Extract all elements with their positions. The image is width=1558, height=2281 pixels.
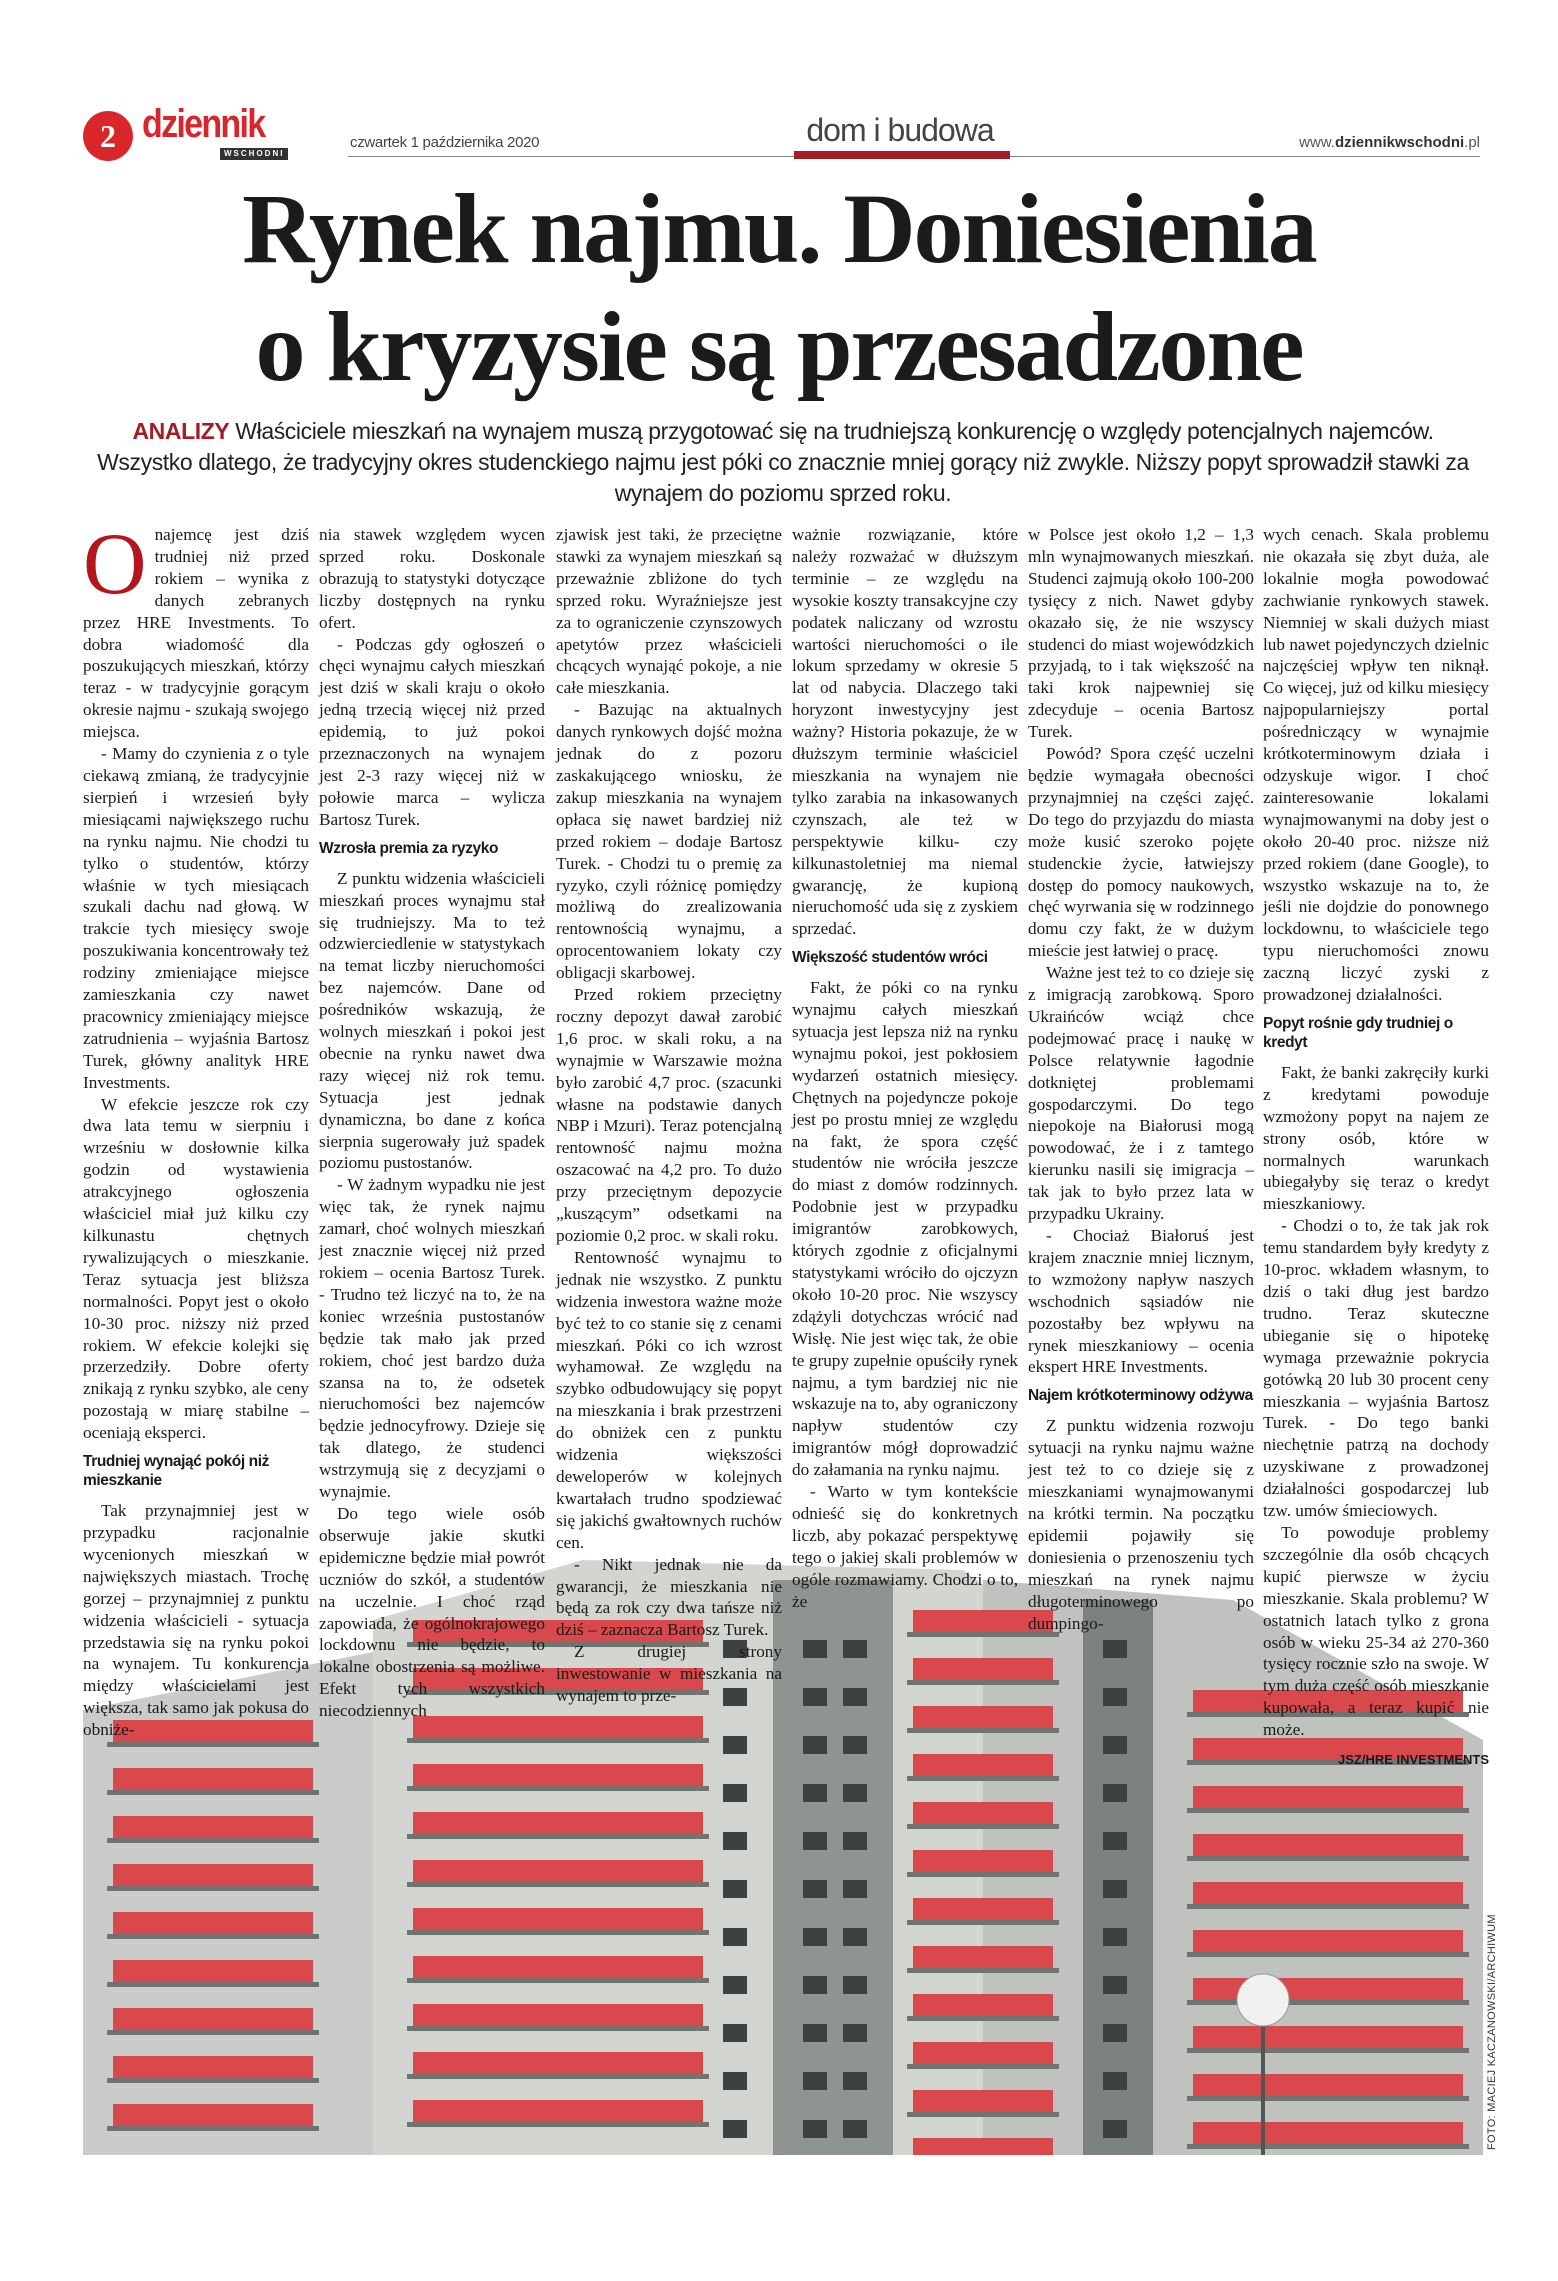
balcony-slab (107, 1886, 319, 1891)
subheading: Większość studentów wróci (792, 949, 988, 967)
window (723, 1832, 747, 1850)
logo-main: dziennik (142, 102, 265, 146)
paragraph: - Chodzi o to, że tak jak rok temu standardem były kredyty z 10-proc. wkładem własnym, to dziś o taki dług jest bardzo trudno. Teraz skuteczne ubieganie się o hipotekę wymaga przeważnie pokrycia gotówką 20 lub 30 procent ceny mieszkania – wyjaśnia Bartosz Turek. - Do tego banki niechętnie patrzą na dochody uzyskiwane z prowadzonej działalności gospodarczej lub tzw. umów śmieciowych. (1263, 1216, 1489, 1521)
red-balcony-panel (1193, 1786, 1463, 1808)
paragraph: Przed rokiem przeciętny roczny depozyt dawał zarobić 1,6 proc. w skali roku, a na wynajmie w Warszawie można było zarobić 4,7 proc. (szacunki własne na podstawie danych NBP i Mzuri). Teraz potencjalną rentowność najmu można oszacować na 4,2 pro. To dużo przy przeciętnym depozycie „kuszącym” odsetkami na poziomie 0,2 proc. w skali roku. (556, 985, 782, 1245)
paragraph: To powoduje problemy szczególnie dla osób chcących kupić pierwsze w życiu mieszkanie. Skala problemu? W ostatnich latach tylko z grona osób w wieku 25-34 aż 270-360 tysięcy rocznie szło na swoje. W tym duża część osób mieszkanie kupowała, a teraz kupić nie może. (1263, 1522, 1489, 1740)
paragraph: Rentowność wynajmu to jednak nie wszystko. Z punktu widzenia inwestora ważne może być też to co stanie się z cenami mieszkań. Póki co ich wzrost wyhamował. Ze względu na szybko odbudowujący się popyt na mieszkania i brak przestrzeni do obniżek cen z punktu widzenia większości deweloperów w kolejnych kwartałach trudno spodziewać się jakichś gwałtownych ruchów cen. (556, 1247, 782, 1552)
red-balcony-panel (1193, 2026, 1463, 2048)
window (843, 1640, 867, 1658)
window (723, 1928, 747, 1946)
window (843, 1688, 867, 1706)
subheading: Wzrosła premia za ryzyko (319, 839, 499, 857)
red-balcony-panel (113, 2008, 313, 2030)
red-balcony-panel (413, 2004, 703, 2026)
article-column-1 (83, 516, 309, 1741)
window (843, 2072, 867, 2090)
paragraph: Ważne jest też to co dzieje się z imigracją zarobkową. Sporo Ukraińców wciąż chce podejmować pracę i naukę w Polsce relatywnie łagodnie dotkniętej problemami gospodarczymi. Do tego niepokoje na Białorusi mogą powodować, że i z tamtego kierunku nasili się imigracja – tak jak to było przez lata w przypadku Ukrainy. (1028, 963, 1254, 1224)
window (803, 2072, 827, 2090)
red-balcony-panel (1193, 1882, 1463, 1904)
balcony-slab (107, 1982, 319, 1987)
window (723, 1736, 747, 1754)
red-balcony-panel (1193, 1834, 1463, 1856)
paragraph: Z punktu widzenia rozwoju sytuacji na rynku najmu ważne jest też to co dzieje się z mieszkaniami wynajmowanymi na krótki termin. Na początku epidemii pojawiły się doniesienia o przenoszeniu tych mieszkań na rynek najmu długoterminowego po dumpingo- (1028, 1416, 1254, 1633)
balcony-slab (907, 1920, 1059, 1925)
article-column-3 (556, 524, 782, 1707)
article-column-2 (319, 524, 545, 1722)
red-balcony-panel (1193, 2122, 1463, 2144)
red-balcony-panel (413, 1764, 703, 1786)
balcony-slab (107, 1742, 319, 1747)
balcony-slab (407, 2074, 709, 2079)
red-balcony-panel (413, 2100, 703, 2122)
paragraph: - W żadnym wypadku nie jest więc tak, że rynek najmu zamarł, choć wolnych mieszkań jest znacznie więcej niż przed rokiem – ocenia Bartosz Turek. - Trudno też liczyć na to, że na koniec września pustostanów będzie tak mało jak przed rokiem, choć jest bardzo duża szansa na to, że odsetek nieruchomości bez najemców będzie jednocyfrowy. Dzieje się tak dlatego, że studenci wstrzymują się z decyzjami o wynajmie. (319, 1175, 545, 1502)
red-balcony-panel (413, 1956, 703, 1978)
balcony-slab (1187, 2096, 1469, 2101)
balcony-slab (107, 1790, 319, 1795)
paragraph: - Mamy do czynienia z o tyle ciekawą zmianą, że tradycyjnie sierpień i wrzesień były miesiącami największego ruchu na rynku najmu. Nie chodzi tu tylko o studentów, którzy właśnie w tych miesiącach szukali dachu nad głową. W trakcie tych miesięcy swoje poszukiwania koncentrowały też rodziny zmieniające miejsce zamieszkania czy nawet pracownicy zmieniający miejsce zatrudnienia – wyjaśnia Bartosz Turek, główny analityk HRE Investments. (83, 744, 309, 1092)
photo-credit: FOTO: MACIEJ KACZANOWSKI/ARCHIWUM (1486, 1914, 1498, 2150)
red-balcony-panel (913, 1994, 1053, 2016)
red-balcony-panel (913, 2090, 1053, 2112)
balcony-slab (907, 2112, 1059, 2117)
article-column-5 (1028, 524, 1254, 1634)
balcony-slab (107, 1934, 319, 1939)
paragraph: - Warto w tym kontekście odnieść się do konkretnych liczb, aby pokazać perspektywę tego o jakiej skali problemów w ogóle rozmawiamy. Chodzi o to, że (792, 1482, 1018, 1611)
paragraph: Do tego wiele osób obserwuje jakie skutki epidemiczne będzie miał powrót uczniów do szkół, a studentów na uczelnie. I choć rząd zapowiada, że ogólnokrajowego lockdownu nie będzie, to lokalne obostrzenia są możliwe. Efekt tych wszystkich niecodziennych (319, 1503, 545, 1721)
url-domain: dziennikwschodni (1334, 134, 1465, 151)
paragraph: Z drugiej strony inwestowanie w mieszkania na wynajem to prze- (556, 1642, 782, 1706)
page-number: 2 (83, 111, 133, 161)
balcony-slab (1187, 2000, 1469, 2005)
window (803, 1976, 827, 1994)
kicker: ANALIZY (132, 418, 230, 444)
red-balcony-panel (413, 1860, 703, 1882)
paragraph: Powód? Spora część uczelni będzie wymagała obecności przynajmniej na części zajęć. Do tego do przyjazdu do miasta może kusić szeroko pojęte studenckie życie, łatwiejszy dostęp do pomocy naukowych, chęć wyrwania się w rodzinnego domu czy fakt, że w dużym mieście jest łatwiej o pracę. (1028, 744, 1254, 961)
window (723, 1976, 747, 1994)
article-column-4 (792, 524, 1018, 1613)
window (843, 2120, 867, 2138)
article-column-6 (1263, 524, 1489, 1768)
window (843, 1784, 867, 1802)
balcony-slab (407, 1834, 709, 1839)
red-balcony-panel (113, 1960, 313, 1982)
window (1103, 1784, 1127, 1802)
author-signature: JSZ/HRE INVESTMENTS (1338, 1752, 1489, 1768)
balcony-slab (407, 1978, 709, 1983)
lead-text: Właściciele mieszkań na wynajem muszą przygotować się na trudniejszą konkurencję o względy potencjalnych najemców. Wszystko dlatego, że tradycyjny okres studenckiego najmu jest póki co znacznie mniej gorący niż zwykle. Niższy popyt sprowadził stawki za wynajem do poziomu sprzed roku. (97, 418, 1469, 506)
red-balcony-panel (413, 1908, 703, 1930)
balcony-slab (1187, 2144, 1469, 2149)
paragraph: nia stawek względem wycen sprzed roku. Doskonale obrazują to statystyki dotyczące liczby dostępnych na rynku ofert. (319, 525, 545, 632)
balcony-slab (407, 1882, 709, 1887)
balcony-slab (1187, 1856, 1469, 1861)
red-balcony-panel (913, 1658, 1053, 1680)
balcony-slab (907, 1776, 1059, 1781)
issue-date: czwartek 1 października 2020 (350, 134, 540, 151)
balcony-slab (907, 1824, 1059, 1829)
building-shaft (773, 1580, 893, 2155)
paragraph: - Bazując na aktualnych danych rynkowych dojść można jednak do z pozoru zaskakującego wniosku, że zakup mieszkania na wynajem opłaca się nawet bardziej niż przed rokiem – dodaje Bartosz Turek. - Chodzi tu o premię za ryzyko, czyli różnicę pomiędzy możliwą do zrealizowania rentownością wynajmu, a oprocentowaniem lokaty czy obligacji skarbowej. (556, 700, 782, 983)
balcony-slab (407, 1930, 709, 1935)
window (803, 1688, 827, 1706)
balcony-slab (407, 2122, 709, 2127)
balcony-slab (907, 1872, 1059, 1877)
window (1103, 1688, 1127, 1706)
red-balcony-panel (113, 1816, 313, 1838)
balcony-slab (107, 2030, 319, 2035)
red-balcony-panel (1193, 1930, 1463, 1952)
paragraph: w Polsce jest około 1,2 – 1,3 mln wynajmowanych mieszkań. Studenci zajmują około 100-200 tysięcy z nich. Nawet gdyby okazało się, że nie wszyscy studenci do miast wojewódzkich przyjadą, to i tak większość na taki krok najpewniej się zdecyduje – ocenia Bartosz Turek. (1028, 525, 1254, 742)
paragraph: Fakt, że póki co na rynku wynajmu całych mieszkań sytuacja jest lepsza niż na rynku wynajmu pokoi, jest pokłosiem wydarzeń ostatnich miesięcy. Chętnych na pojedyncze pokoje jest po prostu mniej ze względu na fakt, że spora część studentów nie wróciła jeszcze do miast z domów rodzinnych. Podobnie jest w przypadku imigrantów zarobkowych, których zgodnie z oficjalnymi statystykami wróciło do ojczyzn około 10-20 proc. Nie wszyscy zdążyli dotychczas wrócić nad Wisłę. Nie jest więc tak, że obie te grupy zupełnie opuściły rynek najmu, a tym bardziej nic nie wskazuje na to, aby ograniczony napływ studentów czy imigrantów mógł doprowadzić do załamania na rynku najmu. (792, 978, 1018, 1480)
balcony-slab (907, 2016, 1059, 2021)
paragraph: Fakt, że banki zakręciły kurki z kredytami powoduje wzmożony popyt na najem ze strony osób, które w normalnych warunkach ubiegałyby się teraz o kredyt mieszkaniowy. (1263, 1062, 1489, 1214)
paragraph: Z punktu widzenia właścicieli mieszkań proces wynajmu stał się trudniejszy. Ma to też odzwierciedlenie w statystykach na temat liczby nieruchomości bez najemców. Dane od pośredników wskazują, że wolnych mieszkań i pokoi jest obecnie na rynku nawet dwa razy więcej niż rok temu. Sytuacja jest jednak dynamiczna, bo dane z końca sierpnia sugerowały już spadek poziomu pustostanów. (319, 868, 545, 1173)
window (1103, 2024, 1127, 2042)
balcony-slab (907, 2064, 1059, 2069)
paragraph: wych cenach. Skala problemu nie okazała się zbyt duża, ale lokalnie mogła powodować zachwianie rynkowych stawek. Niemniej w skali dużych miast lub nawet pojedynczych dzielnic najczęściej wpływ ten niknął. Co więcej, już od kilku miesięcy najpopularniejszy portal pośredniczący w wynajmie krótkoterminowym działa i odzyskuje wigor. I choć zainteresowanie lokalami wynajmowanymi na doby jest o około 20-40 proc. niższe niż przed rokiem (dane Google), to wszystko wskazuje na to, że jeśli nie dojdzie do ponownego lockdownu, to właściciele tego typu nieruchomości znowu zaczną liczyć zyski z prowadzonej działalności. (1263, 525, 1489, 1005)
red-balcony-panel (913, 2138, 1053, 2155)
red-balcony-panel (113, 1864, 313, 1886)
red-balcony-panel (1193, 2074, 1463, 2096)
window (843, 2024, 867, 2042)
paragraph: W efekcie jeszcze rok czy dwa lata temu w sierpniu i wrześniu w dosłownie kilka godzin od wystawienia atrakcyjnego ogłoszenia właściciel miał już kilku czy kilkunastu chętnych rywalizujących o mieszkanie. Teraz sytuacja jest bliższa normalności. Popyt jest o około 10-30 proc. niższy niż przed rokiem. W efekcie kolejki się przerzedziły. Dobre oferty znikają z rynku szybko, ale ceny pozostają w miarę stabilne – oceniają eksperci. (83, 1094, 309, 1443)
red-balcony-panel (913, 1850, 1053, 1872)
red-balcony-panel (913, 1898, 1053, 1920)
red-balcony-panel (413, 1812, 703, 1834)
subheading: Popyt rośnie gdy trudniej o kredyt (1263, 1014, 1453, 1051)
paragraph: zjawisk jest taki, że przeciętne stawki za wynajem mieszkań są przeważnie zbliżone do tych sprzed roku. Wyraźniejsze jest za to ograniczenie czynszowych apetytów przez właścicieli chcących wynająć pokoje, a nie całe mieszkania. (556, 525, 782, 698)
red-balcony-panel (913, 1946, 1053, 1968)
red-balcony-panel (413, 2052, 703, 2074)
window (803, 1784, 827, 1802)
red-balcony-panel (113, 1768, 313, 1790)
drop-cap: O (83, 516, 147, 613)
window (723, 1784, 747, 1802)
red-balcony-panel (113, 2056, 313, 2078)
balcony-slab (407, 1738, 709, 1743)
url-prefix: www. (1299, 134, 1335, 151)
article-lead (88, 416, 1478, 509)
paragraph: - Chociaż Białoruś jest krajem znacznie mniej licznym, to wzmożony napływ naszych wschodnich sąsiadów nie pozostałby bez wpływu na rynek mieszkaniowy – ocenia ekspert HRE Investments. (1028, 1226, 1254, 1377)
balcony-slab (1187, 1808, 1469, 1813)
section-name: dom i budowa (806, 112, 994, 148)
balcony-slab (407, 1786, 709, 1791)
window (723, 2024, 747, 2042)
paragraph: Tak przynajmniej jest w przypadku racjonalnie wycenionych mieszkań w największych miastach. Trochę gorzej – przynajmniej z punktu widzenia właścicieli - sytuacja przedstawia się na rynku pokoi na wynajem. Tu konkurencja między właścicielami jest większa, tak samo jak pokusa do obniże- (83, 1501, 309, 1740)
window (1103, 1880, 1127, 1898)
window (843, 1736, 867, 1754)
window (1103, 1976, 1127, 1994)
balcony-slab (1187, 2048, 1469, 2053)
logo-sub: WSCHODNI (220, 148, 288, 160)
red-balcony-panel (113, 1912, 313, 1934)
red-balcony-panel (913, 1802, 1053, 1824)
window (1103, 2120, 1127, 2138)
paragraph (83, 516, 309, 743)
street-lamp (1237, 1974, 1289, 2026)
balcony-slab (107, 2126, 319, 2131)
window (723, 1880, 747, 1898)
paragraph: - Podczas gdy ogłoszeń o chęci wynajmu całych mieszkań jest dziś w skali kraju o około jedną trzecią więcej niż przed epidemią, to już pokoi przeznaczonych na wynajem jest 2-3 razy więcej niż w połowie marca – wylicza Bartosz Turek. (319, 634, 545, 829)
title-line-2: o kryzysie są przesadzone (255, 291, 1303, 402)
paragraph: - Nikt jednak nie da gwarancji, że mieszkania nie będą za rok czy dwa tańsze niż dziś – zaznacza Bartosz Turek. (556, 1554, 782, 1640)
paragraph-text: najemcę jest dziś trudniej niż przed rokiem – wynika z danych zebranych przez HRE Investments. To dobra wiadomość dla poszukujących mieszkań, którzy teraz - w tradycyjnie gorącym okresie najmu - szukają swojego miejsca. (83, 525, 309, 742)
subheading: Trudniej wynająć pokój niż mieszkanie (83, 1453, 269, 1490)
balcony-slab (107, 2078, 319, 2083)
window (803, 1640, 827, 1658)
window (803, 2024, 827, 2042)
title-line-1: Rynek najmu. Doniesienia (242, 173, 1316, 284)
balcony-slab (907, 1680, 1059, 1685)
red-balcony-panel (1193, 1978, 1463, 2000)
newspaper-logo (142, 104, 342, 164)
red-balcony-panel (913, 1706, 1053, 1728)
window (723, 2072, 747, 2090)
section-bar (794, 151, 1010, 159)
window (843, 1832, 867, 1850)
balcony-slab (107, 1838, 319, 1843)
window (843, 1976, 867, 1994)
article-title (60, 170, 1498, 406)
window (1103, 2072, 1127, 2090)
subheading: Najem krótkoterminowy odżywa (1028, 1387, 1253, 1405)
red-balcony-panel (913, 2042, 1053, 2064)
red-balcony-panel (913, 1754, 1053, 1776)
window (803, 2120, 827, 2138)
balcony-slab (907, 1728, 1059, 1733)
window (1103, 1928, 1127, 1946)
window (1103, 1640, 1127, 1658)
window (803, 1928, 827, 1946)
window (1103, 1736, 1127, 1754)
balcony-slab (907, 1968, 1059, 1973)
building-shaft (1083, 1600, 1153, 2155)
balcony-slab (1187, 1904, 1469, 1909)
paragraph: ważnie rozwiązanie, które należy rozważać w dłuższym terminie – ze względu na wysokie koszty transakcyjne czy podatek naliczany od wzrostu wartości nieruchomości o ile lokum sprzedamy w okresie 5 lat od nabycia. Dlaczego taki horyzont inwestycyjny jest ważny? Historia pokazuje, że w dłuższym terminie właściciel mieszkania na wynajem nie tylko zarabia na inkasowanych czynszach, ale też w perspektywie kilku- czy kilkunastoletniej ma niemal gwarancję, że kupioną nieruchomość uda się z zyskiem sprzedać. (792, 525, 1018, 939)
window (723, 2120, 747, 2138)
balcony-slab (407, 2026, 709, 2031)
url-suffix: .pl (1464, 134, 1480, 151)
window (803, 1832, 827, 1850)
red-balcony-panel (113, 2104, 313, 2126)
window (843, 1880, 867, 1898)
window (803, 1880, 827, 1898)
window (1103, 1832, 1127, 1850)
balcony-slab (1187, 1952, 1469, 1957)
window (803, 1736, 827, 1754)
website-link[interactable] (1299, 134, 1480, 151)
window (843, 1928, 867, 1946)
